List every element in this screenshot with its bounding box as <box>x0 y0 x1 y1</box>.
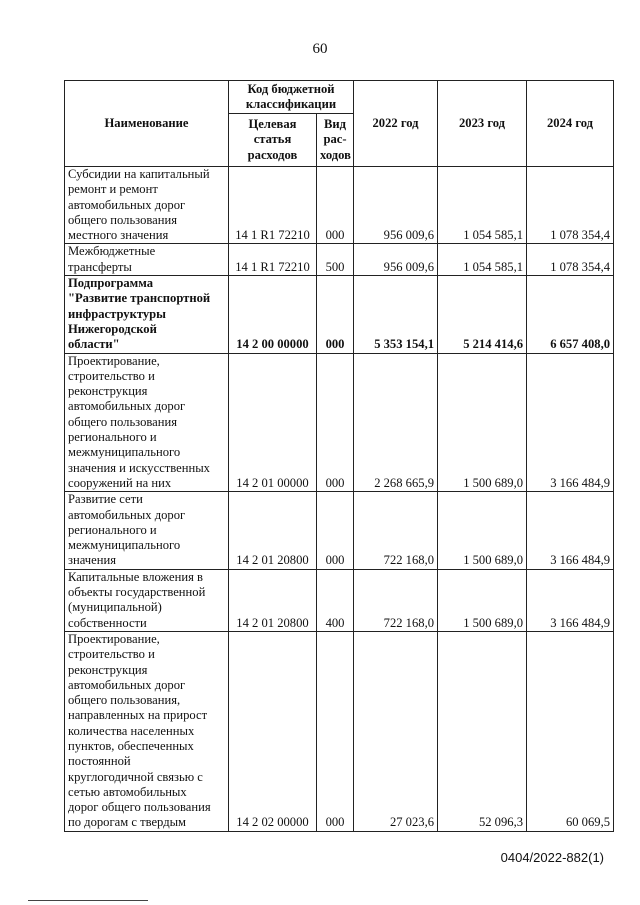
row-target-article: 14 2 01 20800 <box>229 492 317 569</box>
table-row <box>65 167 614 244</box>
row-target-article: 14 2 02 00000 <box>229 631 317 831</box>
row-name <box>65 244 229 276</box>
row-name-line: межмуниципального <box>68 538 181 553</box>
row-name-line: реконструкция <box>68 662 148 677</box>
footer-line <box>28 900 148 901</box>
row-target-article: 14 1 R1 72210 <box>229 167 317 244</box>
row-name-line: постоянной <box>68 754 131 769</box>
row-value-2024: 60 069,5 <box>527 631 614 831</box>
row-value-2022: 2 268 665,9 <box>354 353 438 492</box>
row-expense-type: 400 <box>317 569 354 631</box>
document-code: 0404/2022-882(1) <box>500 850 604 865</box>
row-value-2023: 52 096,3 <box>438 631 527 831</box>
row-value-2022: 956 009,6 <box>354 244 438 276</box>
row-name <box>65 492 229 569</box>
header-2022: 2022 год <box>354 81 438 167</box>
row-target-article: 14 2 01 20800 <box>229 569 317 631</box>
row-value-2023: 1 054 585,1 <box>438 167 527 244</box>
table-body <box>65 167 614 832</box>
table-row <box>65 631 614 831</box>
row-name-line: реконструкция <box>68 384 148 399</box>
header-name: Наименование <box>65 81 229 167</box>
row-name-line: Капитальные вложения в <box>68 569 204 584</box>
row-name-line: Межбюджетные <box>68 244 156 259</box>
row-expense-type: 000 <box>317 167 354 244</box>
row-name-line: строительство и <box>68 647 155 662</box>
row-name-line: круглогодичной связью с <box>68 769 203 784</box>
row-name-line: собственности <box>68 615 147 630</box>
row-name-line: инфраструктуры <box>68 306 167 321</box>
header-budget-code-group: Код бюджетной классификации <box>229 81 354 114</box>
row-value-2024: 1 078 354,4 <box>527 167 614 244</box>
row-value-2023: 1 054 585,1 <box>438 244 527 276</box>
row-name <box>65 167 229 244</box>
row-name-line: Проектирование, <box>68 631 160 646</box>
row-value-2023: 5 214 414,6 <box>438 276 527 353</box>
row-name-line: общего пользования <box>68 414 178 429</box>
row-name-line: направленных на прирост <box>68 708 208 723</box>
row-value-2022: 27 023,6 <box>354 631 438 831</box>
row-expense-type: 000 <box>317 631 354 831</box>
row-name-line: Проектирование, <box>68 353 160 368</box>
header-expense-type: Вид рас-ходов <box>317 114 354 167</box>
row-value-2024: 6 657 408,0 <box>527 276 614 353</box>
row-name <box>65 353 229 492</box>
row-name-line: сетью автомобильных <box>68 784 187 799</box>
row-name-line: Развитие сети <box>68 492 143 507</box>
row-name-line: трансферты <box>68 259 132 274</box>
row-name-line: пунктов, обеспеченных <box>68 738 194 753</box>
row-name-line: по дорогам с твердым <box>68 815 187 830</box>
row-target-article: 14 1 R1 72210 <box>229 244 317 276</box>
row-value-2024: 3 166 484,9 <box>527 353 614 492</box>
row-value-2024: 1 078 354,4 <box>527 244 614 276</box>
table-row <box>65 244 614 276</box>
row-value-2022: 722 168,0 <box>354 492 438 569</box>
row-name-line: автомобильных дорог <box>68 399 186 414</box>
row-value-2022: 722 168,0 <box>354 569 438 631</box>
row-name-line: автомобильных дорог <box>68 197 186 212</box>
row-value-2023: 1 500 689,0 <box>438 569 527 631</box>
row-name-line: автомобильных дорог <box>68 507 186 522</box>
row-expense-type: 000 <box>317 492 354 569</box>
row-name-line: (муниципальной) <box>68 600 162 615</box>
header-target-article: Целевая статья расходов <box>229 114 317 167</box>
row-name <box>65 569 229 631</box>
row-name-line: Нижегородской <box>68 321 157 336</box>
row-name-line: дорог общего пользования <box>68 800 211 815</box>
row-name-line: местного значения <box>68 228 169 243</box>
row-value-2023: 1 500 689,0 <box>438 353 527 492</box>
table-row <box>65 569 614 631</box>
row-name-line: межмуниципального <box>68 445 181 460</box>
row-name-line: строительство и <box>68 368 155 383</box>
page-number: 60 <box>312 41 328 57</box>
row-expense-type: 500 <box>317 244 354 276</box>
row-name-line: Подпрограмма <box>68 276 154 291</box>
row-target-article: 14 2 00 00000 <box>229 276 317 353</box>
row-value-2024: 3 166 484,9 <box>527 492 614 569</box>
row-name-line: значения <box>68 553 116 568</box>
row-name-line: объекты государственной <box>68 585 206 600</box>
row-name-line: ремонт и ремонт <box>68 182 158 197</box>
row-value-2022: 956 009,6 <box>354 167 438 244</box>
row-value-2024: 3 166 484,9 <box>527 569 614 631</box>
row-name-line: автомобильных дорог <box>68 677 186 692</box>
table-row <box>65 353 614 492</box>
row-name-line: "Развитие транспортной <box>68 291 211 306</box>
row-name-line: общего пользования, <box>68 693 181 708</box>
table-row <box>65 492 614 569</box>
row-name-line: сооружений на них <box>68 475 172 490</box>
row-name-line: регионального и <box>68 522 157 537</box>
header-row-1 <box>65 81 614 114</box>
row-name <box>65 276 229 353</box>
header-2024: 2024 год <box>527 81 614 167</box>
row-name-line: значения и искусственных <box>68 460 210 475</box>
row-name-line: регионального и <box>68 430 157 445</box>
budget-table <box>64 80 614 832</box>
row-expense-type: 000 <box>317 353 354 492</box>
row-name-line: Субсидии на капитальный <box>68 167 210 181</box>
row-name-line: области" <box>68 337 120 352</box>
row-value-2022: 5 353 154,1 <box>354 276 438 353</box>
row-name <box>65 631 229 831</box>
row-name-line: количества населенных <box>68 723 195 738</box>
row-value-2023: 1 500 689,0 <box>438 492 527 569</box>
row-target-article: 14 2 01 00000 <box>229 353 317 492</box>
row-expense-type: 000 <box>317 276 354 353</box>
row-name-line: общего пользования <box>68 212 178 227</box>
header-2023: 2023 год <box>438 81 527 167</box>
table-row <box>65 276 614 353</box>
